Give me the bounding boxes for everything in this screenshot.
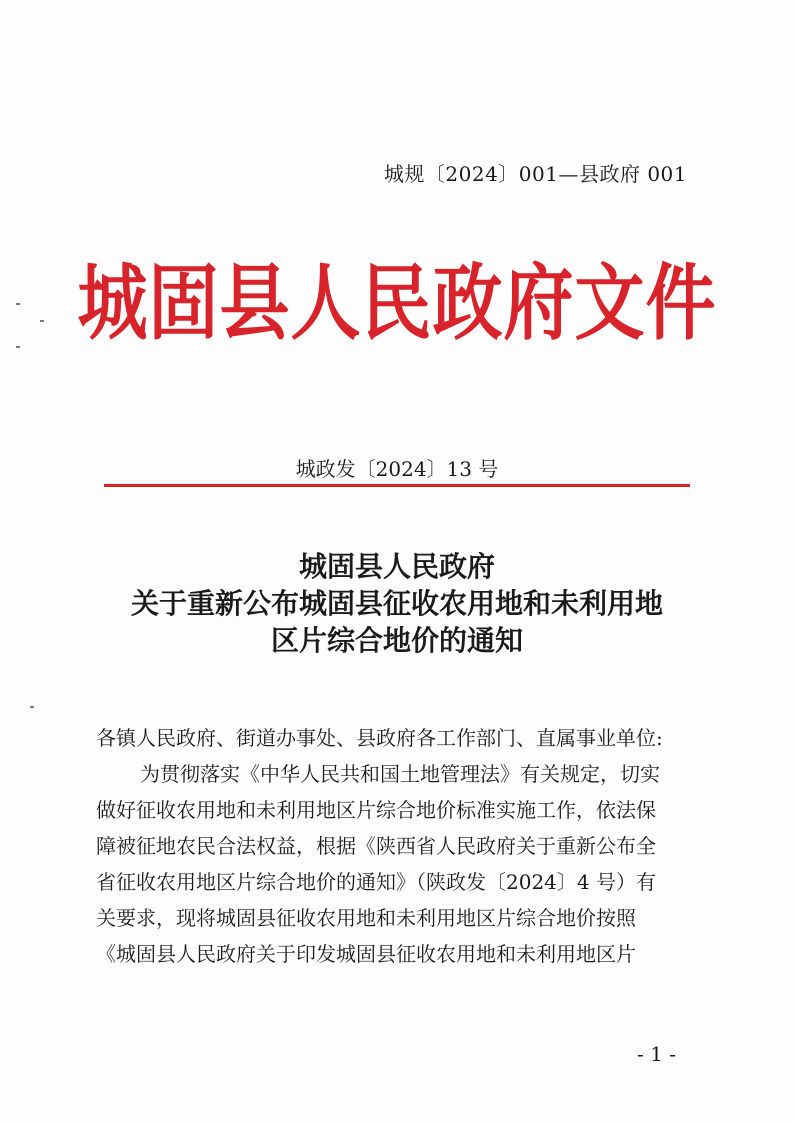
body-line: 关要求，现将城固县征收农用地和未利用地区片综合地价按照 <box>96 906 636 930</box>
body-line: 《城固县人民政府关于印发城固县征收农用地和未利用地区片 <box>96 942 636 966</box>
document-title <box>0 548 794 659</box>
body-line: 为贯彻落实《中华人民共和国土地管理法》有关规定，切实 <box>140 762 660 786</box>
code-number: 城规〔2024〕001—县政府 001 <box>383 162 687 186</box>
masthead-title: 城固县人民政府文件 <box>77 254 717 352</box>
body-line: 省征收农用地区片综合地价的通知》（陕政发〔2024〕4 号）有 <box>96 870 656 894</box>
document-body <box>96 720 696 972</box>
red-separator-line <box>104 484 690 487</box>
document-number: 城政发〔2024〕13 号 <box>295 457 499 481</box>
body-line: 做好征收农用地和未利用地区片综合地价标准实施工作，依法保 <box>96 798 656 822</box>
title-line: 城固县人民政府 <box>298 550 495 583</box>
salutation: 各镇人民政府、街道办事处、县政府各工作部门、直属事业单位: <box>96 726 663 750</box>
title-line: 区片综合地价的通知 <box>270 624 523 657</box>
title-line: 关于重新公布城固县征收农用地和未利用地 <box>130 587 663 620</box>
body-line: 障被征地农民合法权益，根据《陕西省人民政府关于重新公布全 <box>96 834 656 858</box>
scan-speck <box>30 706 34 708</box>
page-number: - 1 - <box>637 1042 676 1066</box>
scan-speck <box>16 346 20 348</box>
